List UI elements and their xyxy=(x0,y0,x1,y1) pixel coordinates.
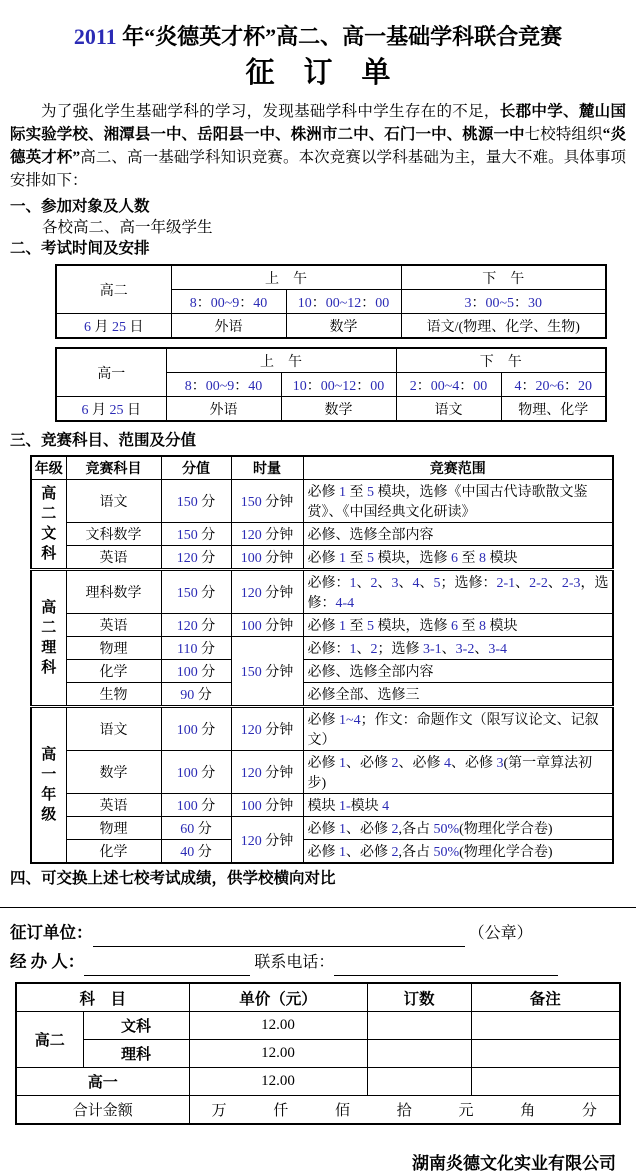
scope-cell: 必修：1、2、3、4、5；选修：2-1、2-2、2-3，选修：4-4 xyxy=(303,570,613,614)
scope-cell: 必修 1、必修 2,各占 50%(物理化学合卷) xyxy=(303,817,613,840)
total-label-cell: 合计金额 xyxy=(16,1096,189,1125)
subject-cell: 语文 xyxy=(66,707,161,751)
intro-pre: 为了强化学生基础学科的学习，发现基础学科中学生存在的不足， xyxy=(41,103,500,120)
date-cell: 6 月 25 日 xyxy=(56,314,171,339)
intro-school-names: 长郡中学、麓山国际实验学校、湘潭县一中、岳阳县一中、株洲市二中、石门一中、桃源一中 xyxy=(10,103,626,143)
header-note: 备注 xyxy=(471,983,620,1012)
track-cell: 理科 xyxy=(83,1040,189,1068)
note-cell[interactable] xyxy=(471,1040,620,1068)
duration-cell: 120 分钟 xyxy=(231,817,303,864)
col-header-duration: 时量 xyxy=(231,456,303,480)
duration-cell: 150 分钟 xyxy=(231,480,303,523)
subject-cell: 英语 xyxy=(66,614,161,637)
time-cell: 8：00~9：40 xyxy=(171,290,286,314)
section3-heading: 三、竞赛科目、范围及分值 xyxy=(10,432,197,449)
score-cell: 150 分 xyxy=(161,480,231,523)
duration-cell: 120 分钟 xyxy=(231,570,303,614)
section2-heading: 二、考试时间及安排 xyxy=(10,240,150,257)
grade-vertical-label: 高二文科 xyxy=(41,486,57,562)
price-cell: 12.00 xyxy=(189,1040,367,1068)
grade-cell: 高一 xyxy=(16,1068,189,1096)
score-cell: 120 分 xyxy=(161,614,231,637)
section1-body: 各校高二、高一年级学生 xyxy=(42,219,213,236)
afternoon-header: 下 午 xyxy=(401,265,606,290)
price-order-table xyxy=(15,982,621,1125)
divider-line xyxy=(0,907,636,908)
section1-heading: 一、参加对象及人数 xyxy=(10,198,150,215)
unit-shi: 拾 xyxy=(396,1103,412,1119)
grade-cell: 高一 xyxy=(56,348,166,397)
grade-group-cell xyxy=(31,570,66,707)
duration-cell: 100 分钟 xyxy=(231,546,303,570)
subject-cell: 英语 xyxy=(66,546,161,570)
phone-label: 联系电话： xyxy=(254,954,335,971)
grade-cell: 高二 xyxy=(16,1012,83,1068)
subject-cell: 语文 xyxy=(396,397,501,422)
subject-cell: 化学 xyxy=(66,840,161,864)
header-qty: 订数 xyxy=(367,983,471,1012)
grade-group-cell xyxy=(31,707,66,864)
duration-cell: 120 分钟 xyxy=(231,751,303,794)
company-name: 湖南炎德文化实业有限公司 xyxy=(412,1154,616,1173)
handler-label: 经 办 人： xyxy=(10,952,85,971)
phone-blank[interactable] xyxy=(334,957,558,976)
scope-cell: 模块 1-模块 4 xyxy=(303,794,613,817)
subject-cell: 理科数学 xyxy=(66,570,161,614)
duration-cell: 100 分钟 xyxy=(231,794,303,817)
price-cell: 12.00 xyxy=(189,1068,367,1096)
intro-paragraph xyxy=(10,100,626,192)
col-header-scope: 竞赛范围 xyxy=(303,456,613,480)
col-header-subject: 竞赛科目 xyxy=(66,456,161,480)
subject-cell: 数学 xyxy=(286,314,401,339)
col-header-score: 分值 xyxy=(161,456,231,480)
exam-schedule-table-gao1 xyxy=(55,347,607,422)
note-cell[interactable] xyxy=(471,1068,620,1096)
unit-qian: 仟 xyxy=(273,1103,289,1119)
subject-cell: 语文/(物理、化学、生物) xyxy=(401,314,606,339)
section4-heading: 四、可交换上述七校考试成绩，供学校横向对比 xyxy=(10,870,336,887)
date-cell: 6 月 25 日 xyxy=(56,397,166,422)
intro-post: 高二、高一基础学科知识竞赛。本次竞赛以学科基础为主，量大不难。具体事项安排如下： xyxy=(10,149,626,189)
scope-cell: 必修、选修全部内容 xyxy=(303,523,613,546)
grade-vertical-label: 高一年级 xyxy=(41,747,57,823)
intro-mid: 七校特组织 xyxy=(524,126,603,143)
score-cell: 100 分 xyxy=(161,707,231,751)
afternoon-header: 下 午 xyxy=(396,348,606,373)
unit-wan: 万 xyxy=(211,1103,227,1119)
scope-cell: 必修、选修全部内容 xyxy=(303,660,613,683)
qty-cell[interactable] xyxy=(367,1012,471,1040)
subject-cell: 数学 xyxy=(66,751,161,794)
qty-cell[interactable] xyxy=(367,1040,471,1068)
document-subtitle: 征 订 单 xyxy=(245,57,391,89)
score-cell: 90 分 xyxy=(161,683,231,707)
handler-line xyxy=(10,949,626,976)
subject-cell: 文科数学 xyxy=(66,523,161,546)
score-cell: 40 分 xyxy=(161,840,231,864)
score-cell: 100 分 xyxy=(161,794,231,817)
subject-cell: 语文 xyxy=(66,480,161,523)
score-cell: 150 分 xyxy=(161,523,231,546)
duration-cell: 100 分钟 xyxy=(231,614,303,637)
morning-header: 上 午 xyxy=(171,265,401,290)
score-cell: 60 分 xyxy=(161,817,231,840)
subject-cell: 外语 xyxy=(171,314,286,339)
intro-cup-name: “炎德英才杯” xyxy=(10,126,626,166)
scope-cell: 必修 1~4；作文：命题作文（限写议论文、记叙文） xyxy=(303,707,613,751)
amount-digit-units xyxy=(192,1099,618,1120)
score-cell: 110 分 xyxy=(161,637,231,660)
scope-cell: 必修：1、2；选修 3-1、3-2、3-4 xyxy=(303,637,613,660)
morning-header: 上 午 xyxy=(166,348,396,373)
score-cell: 120 分 xyxy=(161,546,231,570)
subject-cell: 物理、化学 xyxy=(501,397,606,422)
subject-cell: 数学 xyxy=(281,397,396,422)
grade-cell: 高二 xyxy=(56,265,171,314)
seal-label: （公章） xyxy=(468,925,533,942)
contest-subjects-table xyxy=(30,455,614,864)
order-unit-label: 征订单位： xyxy=(10,923,93,942)
scope-cell: 必修 1 至 5 模块，选修 6 至 8 模块 xyxy=(303,546,613,570)
duration-cell: 120 分钟 xyxy=(231,707,303,751)
score-cell: 100 分 xyxy=(161,660,231,683)
unit-jiao: 角 xyxy=(520,1103,536,1119)
note-cell[interactable] xyxy=(471,1012,620,1040)
qty-cell[interactable] xyxy=(367,1068,471,1096)
exam-schedule-table-gao2 xyxy=(55,264,607,339)
time-cell: 2：00~4：00 xyxy=(396,373,501,397)
unit-yuan: 元 xyxy=(458,1103,474,1119)
time-cell: 10：00~12：00 xyxy=(281,373,396,397)
subject-cell: 生物 xyxy=(66,683,161,707)
header-price: 单价（元） xyxy=(189,983,367,1012)
unit-bai: 佰 xyxy=(334,1103,350,1119)
subject-cell: 英语 xyxy=(66,794,161,817)
document-title: 2011 年“炎德英才杯”高二、高一基础学科联合竞赛 xyxy=(73,24,563,49)
order-unit-blank[interactable] xyxy=(93,928,465,947)
grade-group-cell xyxy=(31,480,66,570)
time-cell: 3：00~5：30 xyxy=(401,290,606,314)
handler-blank[interactable] xyxy=(84,957,250,976)
duration-cell: 150 分钟 xyxy=(231,637,303,707)
scope-cell: 必修 1 至 5 模块，选修《中国古代诗歌散文鉴赏》、《中国经典文化研读》 xyxy=(303,480,613,523)
grade-vertical-label: 高二理科 xyxy=(41,600,57,676)
time-cell: 8：00~9：40 xyxy=(166,373,281,397)
score-cell: 150 分 xyxy=(161,570,231,614)
subject-cell: 化学 xyxy=(66,660,161,683)
time-cell: 10：00~12：00 xyxy=(286,290,401,314)
score-cell: 100 分 xyxy=(161,751,231,794)
subject-cell: 外语 xyxy=(166,397,281,422)
scope-cell: 必修全部、选修三 xyxy=(303,683,613,707)
duration-cell: 120 分钟 xyxy=(231,523,303,546)
order-unit-line xyxy=(10,920,626,947)
track-cell: 文科 xyxy=(83,1012,189,1040)
price-cell: 12.00 xyxy=(189,1012,367,1040)
unit-fen: 分 xyxy=(581,1103,597,1119)
total-amount-cell[interactable] xyxy=(189,1096,620,1125)
time-cell: 4：20~6：20 xyxy=(501,373,606,397)
col-header-grade: 年级 xyxy=(31,456,66,480)
scope-cell: 必修 1、必修 2、必修 4、必修 3(第一章算法初步) xyxy=(303,751,613,794)
subject-cell: 物理 xyxy=(66,817,161,840)
scope-cell: 必修 1 至 5 模块，选修 6 至 8 模块 xyxy=(303,614,613,637)
header-subject: 科 目 xyxy=(16,983,189,1012)
scope-cell: 必修 1、必修 2,各占 50%(物理化学合卷) xyxy=(303,840,613,864)
subject-cell: 物理 xyxy=(66,637,161,660)
